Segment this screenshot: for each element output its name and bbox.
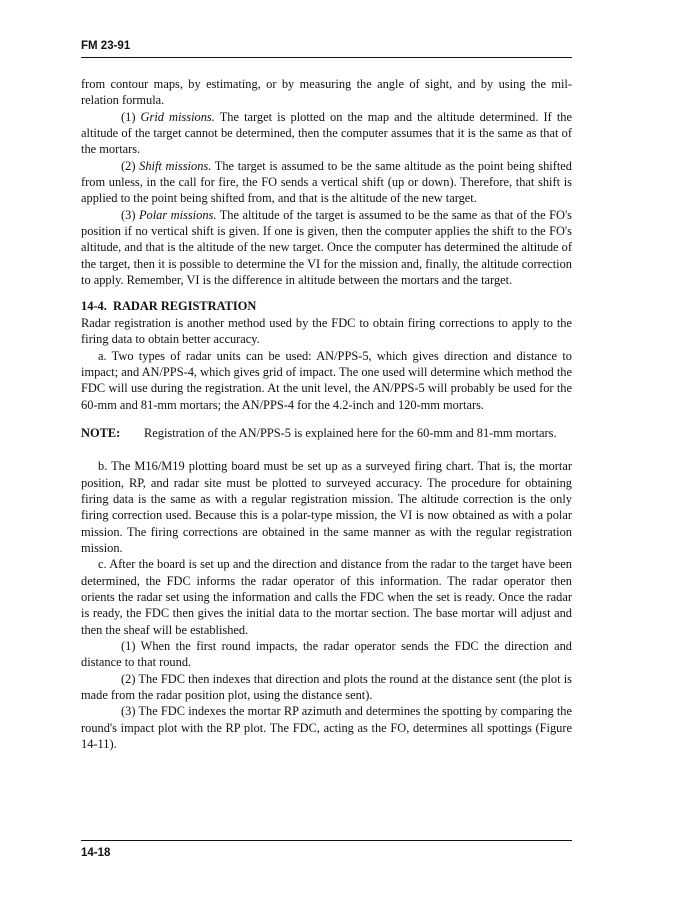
paragraph-text: The target is plotted on the map and the altitude determined. If the altitude of the target cannot be determined, then the computer assumes that it is the same as that of the mortars. bbox=[81, 109, 572, 157]
section-heading: 14-4. RADAR REGISTRATION bbox=[81, 299, 257, 314]
note-label: NOTE: bbox=[81, 425, 121, 440]
document-id: FM 23-91 bbox=[81, 40, 131, 52]
page-number: 14-18 bbox=[81, 847, 111, 859]
paragraph-c1: (1) When the first round impacts, the radar operator sends the FDC the direction and distance to that round. bbox=[81, 639, 572, 670]
paragraph-grid-missions bbox=[81, 109, 572, 158]
paragraph-number: (3) bbox=[121, 207, 139, 222]
section-intro: Radar registration is another method used by the FDC to obtain firing corrections to apply to the firing data to obtain better accuracy. bbox=[81, 315, 572, 347]
running-header bbox=[81, 40, 572, 58]
paragraph-c2: (2) The FDC then indexes that direction and plots the round at the distance sent (the plot is made from the radar position plot, using the distance sent). bbox=[81, 671, 572, 703]
paragraph-text: The target is assumed to be the same altitude as the point being shifted from unless, in the call for fire, the FO sends a vertical shift (up or down). Therefore, that shift is applied to the point being shifted from, and that is the altitude of the new target. bbox=[81, 158, 572, 206]
paragraph-polar-missions bbox=[81, 207, 572, 289]
paragraph-title: Grid missions. bbox=[140, 109, 215, 124]
paragraph-title: Shift missions. bbox=[139, 158, 212, 173]
note-text: Registration of the AN/PPS-5 is explained here for the 60-mm and 81-mm mortars. bbox=[144, 425, 557, 440]
paragraph-text: The altitude of the target is assumed to be the same as that of the FO's position if no vertical shift is given. If one is given, then the computer applies the shift to the FO's altitude, and that is the altitude of the new target. Once the computer has determined the altitude of the target, then it is possible to determine the VI for the mission and, finally, the altitude correction to apply. Remember, VI is the difference in altitude between the mortars and the target. bbox=[81, 207, 572, 288]
paragraph-a: a. Two types of radar units can be used: AN/PPS-5, which gives direction and distance to impact; and AN/PPS-4, which gives grid of impact. The one used will determine which method the FDC will use during the registration. At the unit level, the AN/PPS-5 will probably be used for the 60-mm and 81-mm mortars; the AN/PPS-4 for the 4.2-inch and 120-mm mortars. bbox=[81, 348, 572, 412]
paragraph-title: Polar missions. bbox=[138, 207, 217, 222]
paragraph-number: (1) bbox=[121, 109, 141, 124]
paragraph-c: c. After the board is set up and the direction and distance from the radar to the target have been determined, the FDC informs the radar operator of this information. The radar operator then orients the radar set using the information and calls the FDC when the set is ready. Once the radar is ready, the FDC then gives the initial data to the mortar section. The base mortar will adjust and then the sheaf will be established. bbox=[81, 557, 572, 637]
paragraph-shift-missions bbox=[81, 158, 572, 207]
paragraph-number: (2) bbox=[121, 158, 140, 173]
paragraph-b: b. The M16/M19 plotting board must be set up as a surveyed firing chart. That is, the mortar position, RP, and radar site must be plotted to surveyed accuracy. The procedure for obtaining firing data is the same as with a regular registration mission. The altitude correction is the only firing correction used. Because this is a polar-type mission, the VI is now obtained as with a polar mission. The firing corrections are obtained in the same manner as with the regular registration mission. bbox=[81, 459, 572, 555]
note-block bbox=[81, 425, 572, 441]
paragraph-continuation: from contour maps, by estimating, or by measuring the angle of sight, and by using the mil-relation formula. bbox=[81, 77, 572, 108]
body-text bbox=[81, 76, 572, 752]
paragraph-c3: (3) The FDC indexes the mortar RP azimuth and determines the spotting by comparing the round's impact plot with the RP plot. The FDC, acting as the FO, determines all spottings (Figure 14-11). bbox=[81, 704, 572, 752]
running-footer bbox=[81, 840, 572, 859]
